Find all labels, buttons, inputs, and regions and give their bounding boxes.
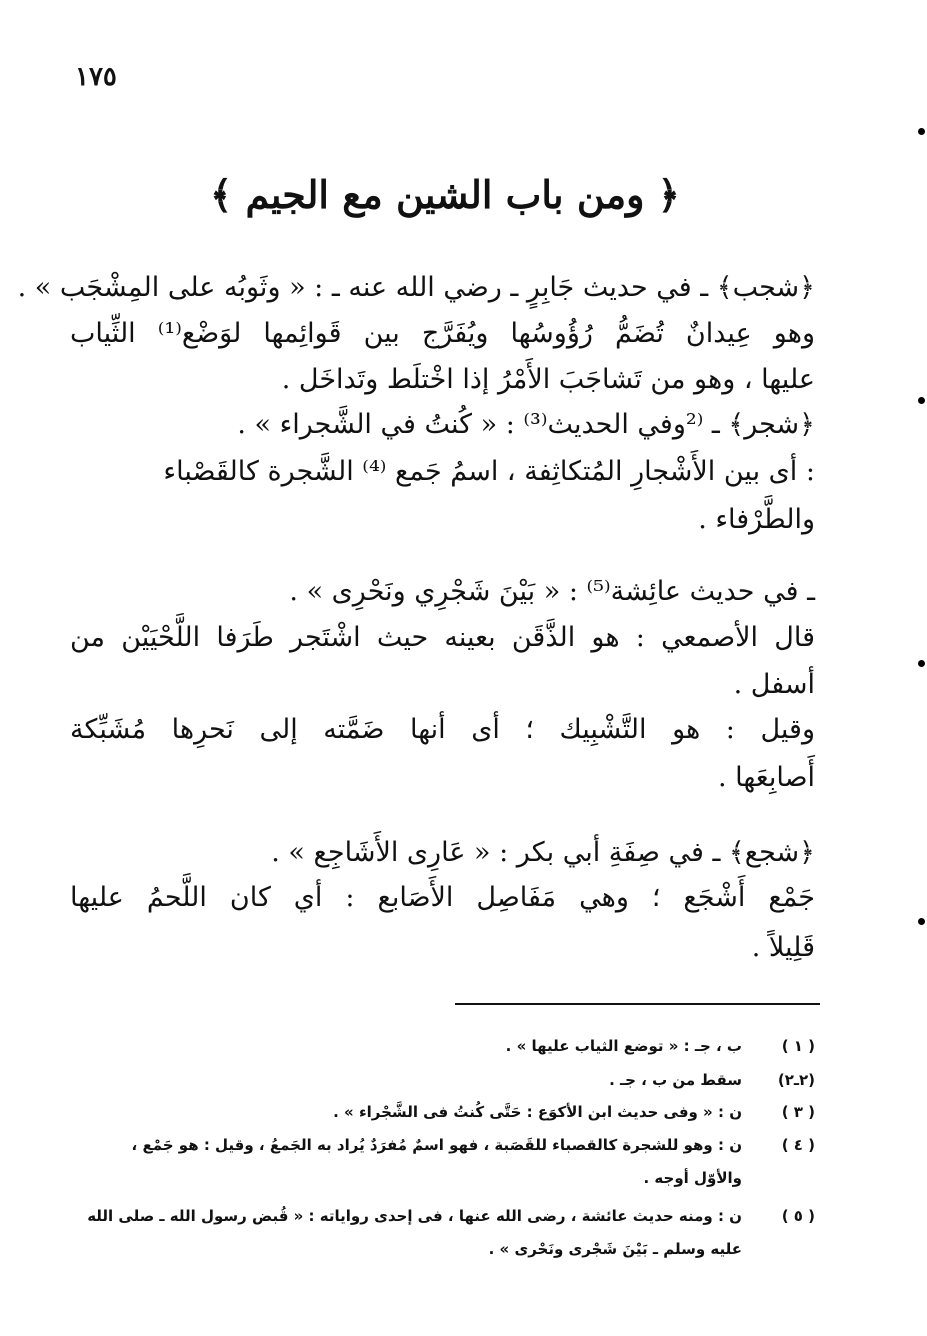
margin-dot — [918, 397, 925, 404]
margin-dot — [918, 660, 925, 667]
body-line: قال الأصمعي : هو الذَّقَن بعينه حيث اشْتَجر طَرَفا اللَّحْيَيْن من — [70, 622, 815, 653]
footnote-text: ن : ومنه حديث عائشة ، رضى الله عنها ، فى إحدى رواياته : « قُبض رسول الله ـ صلى الله — [87, 1207, 742, 1225]
footnote-number: ( ١ ) — [781, 1037, 815, 1055]
body-line: أسفل . — [733, 669, 815, 700]
body-line: ﴿شجر﴾ ـ ⁽²وفي الحديث⁽³⁾ : « كُنتُ في الشَّجراء » . — [237, 409, 815, 440]
body-line: أَصابِعَها . — [717, 762, 815, 793]
footnote-text: سقط من ب ، جـ . — [609, 1071, 742, 1089]
footnote-number: ( ٥ ) — [781, 1207, 815, 1225]
chapter-heading: ﴿ ومن باب الشين مع الجيم ﴾ — [210, 172, 680, 217]
body-line: جَمْع أَشْجَع ؛ وهي مَفَاصِل الأَصَابع : أي كان اللَّحمُ عليها — [70, 882, 815, 913]
body-line: والطَّرْفاء . — [698, 504, 815, 535]
margin-dot — [918, 918, 925, 925]
body-line: وهو عِيدانٌ تُضَمُّ رُؤُوسُها ويُفَرَّج بين قَوائِمها لوَضْع⁽¹⁾ الثِّياب — [70, 318, 815, 349]
footnote-text: ن : « وفى حديث ابن الأكوَع : حَتَّى كُنتُ فى الشَّجْراء » . — [333, 1103, 742, 1121]
footnote-number: ( ٤ ) — [781, 1136, 815, 1154]
body-line: عليها ، وهو من تَشاجَبَ الأَمْرُ إذا اخْتلَط وتَداخَل . — [281, 364, 815, 395]
body-line: ﴿شجع﴾ ـ في صِفَةِ أبي بكر : « عَارِى الأَشَاجِع » . — [271, 837, 815, 868]
footnote-continuation: والأوّل أوجه . — [643, 1169, 742, 1187]
body-line: ـ في حديث عائِشة⁽⁵⁾ : « بَيْنَ شَجْرِي ونَحْرِى » . — [289, 576, 815, 607]
body-line: : أى بين الأَشْجارِ المُتكاثِفة ، اسمُ جَمع ⁽⁴⁾ الشَّجرة كالقَصْباء — [163, 456, 815, 487]
footnote-continuation: عليه وسلم ـ بَيْنَ شَجْرى ونَحْرى » . — [488, 1240, 742, 1258]
footnote-separator — [455, 1003, 820, 1005]
page-number: ١٧٥ — [75, 62, 117, 92]
footnote-text: ب ، جـ : « توضع الثياب عليها » . — [505, 1037, 742, 1055]
body-line: قَلِيلاً . — [751, 932, 815, 963]
footnote-number: ( ٣ ) — [781, 1103, 815, 1121]
footnote-text: ن : وهو للشجرة كالقصباء للقَصَبة ، فهو اسمٌ مُفرَدٌ يُراد به الجَمعُ ، وقيل : هو جَمْع ، — [131, 1136, 742, 1154]
footnote-number: (٢ـ٢) — [777, 1071, 815, 1089]
body-line: ﴿شجب﴾ ـ في حديث جَابِرٍ ـ رضي الله عنه ـ : « وثَوبُه على المِشْجَب » . — [17, 272, 815, 303]
body-line: وقيل : هو التَّشْبِيك ؛ أى أنها ضَمَّته إلى نَحرِها مُشَبِّكة — [70, 714, 815, 745]
margin-dot — [918, 128, 925, 135]
